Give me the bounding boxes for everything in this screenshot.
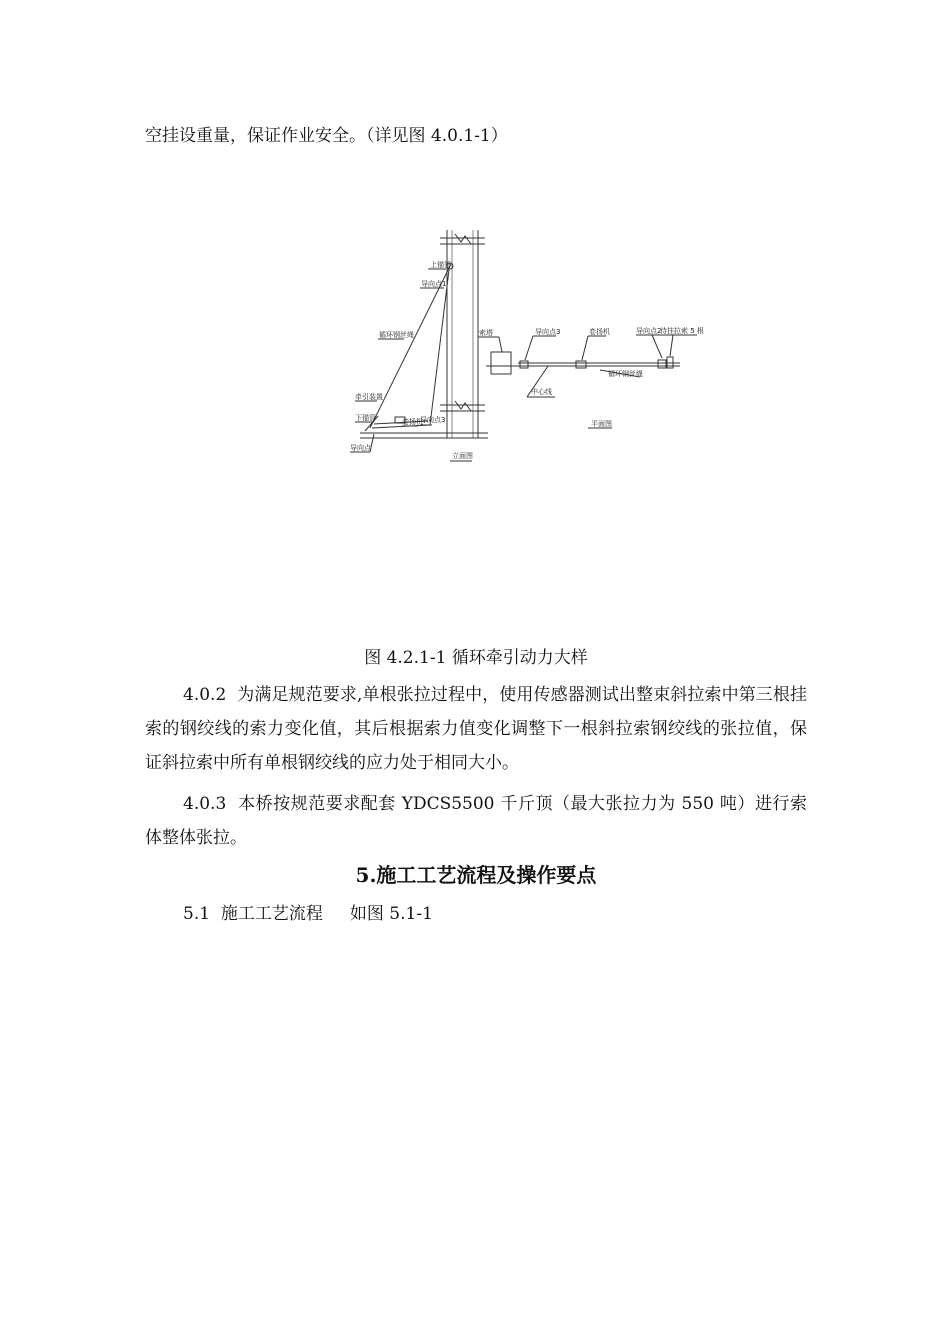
line-5-1 (183, 902, 433, 926)
figure-caption: 图 4.2.1-1 循环牵引动力大样 (364, 648, 588, 668)
label-guide-point1: 导向点1 (421, 280, 447, 288)
line-5-1-text: 施工工艺流程 (220, 904, 323, 924)
paragraph-4-0-3-label: 4.0.3 (183, 794, 227, 814)
label-upper-anchor: 上锚管 (430, 261, 451, 269)
label-loop-wire-right: 循环钢丝绳 (608, 370, 643, 378)
label-lower-anchor: 下锚管 (355, 414, 376, 422)
label-loop-wire: 循环钢丝绳 (379, 331, 414, 339)
paragraph-4-0-3-text: 本桥按规范要求配套 YDCS5500 千斤顶（最大张拉力为 550 吨）进行索体整体张拉。 (145, 794, 807, 848)
traction-figure (0, 200, 950, 720)
label-plan: 平面图 (591, 420, 612, 428)
label-elevation: 立面图 (452, 452, 473, 460)
intro-line: 空挂设重量，保证作业安全。（详见图 4.0.1-1） (145, 126, 508, 146)
label-center-line: 中心线 (531, 388, 552, 396)
label-guide-point2: 导向点2 (636, 327, 662, 335)
label-tower: 索塔 (479, 329, 493, 337)
label-guide-point3-left: 导向点3 (420, 416, 446, 424)
section-heading-5: 5.施工工艺流程及操作要点 (355, 863, 597, 887)
label-winch-left: 卷扬机 (402, 418, 423, 426)
label-traction-device: 牵引装置 (355, 393, 383, 401)
line-5-1-label: 5.1 (183, 904, 211, 924)
label-guide-point3-right: 导向点3 (535, 328, 561, 336)
paragraph-4-0-2-text: 为满足规范要求,单根张拉过程中，使用传感器测试出整束斜拉索中第三根挂索的钢绞线的索力变化值，其后根据索力值变化调整下一根斜拉索钢绞线的张拉值，保证斜拉索中所有单根钢绞线的应力处于相同大小。 (145, 685, 807, 773)
paragraph-4-0-2 (145, 678, 807, 780)
label-pending-cable: 待挂拉索 5 根 (660, 327, 704, 335)
label-winch-right: 卷扬机 (589, 328, 610, 336)
line-5-1-ref: 如图 5.1-1 (349, 904, 433, 924)
paragraph-4-0-2-label: 4.0.2 (183, 685, 227, 705)
paragraph-4-0-3 (145, 787, 807, 855)
label-guide-point-bottom: 导向点 (350, 444, 371, 452)
